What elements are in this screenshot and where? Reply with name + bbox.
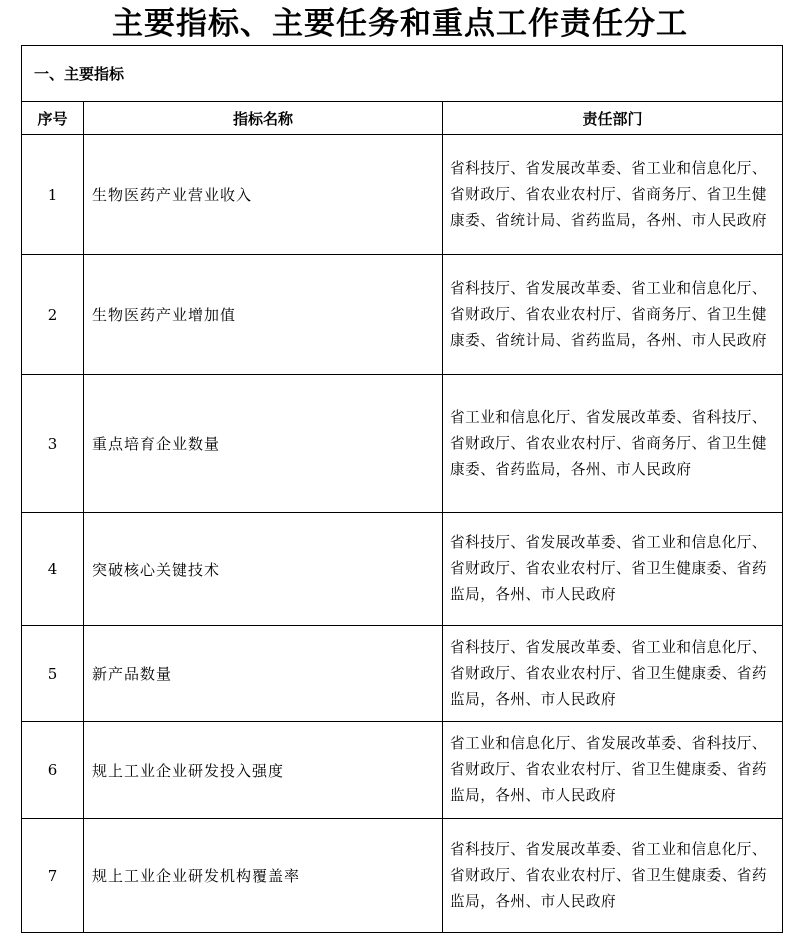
table-row (22, 255, 783, 375)
responsible-departments: 省科技厅、省发展改革委、省工业和信息化厅、省财政厅、省农业农村厅、省卫生健康委、省药监局，各州、市人民政府 (443, 819, 783, 933)
table-row (22, 375, 783, 513)
header-dept: 责任部门 (443, 102, 783, 135)
indicator-name: 生物医药产业营业收入 (84, 135, 443, 255)
responsible-departments: 省工业和信息化厅、省发展改革委、省科技厅、省财政厅、省农业农村厅、省商务厅、省卫生健康委、省药监局，各州、市人民政府 (443, 375, 783, 513)
responsible-departments: 省科技厅、省发展改革委、省工业和信息化厅、省财政厅、省农业农村厅、省卫生健康委、省药监局，各州、市人民政府 (443, 626, 783, 722)
row-number: 7 (22, 819, 84, 933)
indicator-name: 生物医药产业增加值 (84, 255, 443, 375)
table-row (22, 819, 783, 933)
responsibility-table (21, 45, 783, 933)
header-row (22, 102, 783, 135)
section-row (22, 46, 783, 102)
indicator-name: 规上工业企业研发投入强度 (84, 722, 443, 819)
responsible-departments: 省工业和信息化厅、省发展改革委、省科技厅、省财政厅、省农业农村厅、省卫生健康委、省药监局，各州、市人民政府 (443, 722, 783, 819)
responsible-departments: 省科技厅、省发展改革委、省工业和信息化厅、省财政厅、省农业农村厅、省卫生健康委、省药监局，各州、市人民政府 (443, 513, 783, 626)
indicator-name: 突破核心关键技术 (84, 513, 443, 626)
row-number: 1 (22, 135, 84, 255)
row-number: 6 (22, 722, 84, 819)
page-title: 主要指标、主要任务和重点工作责任分工 (112, 6, 688, 42)
table-row (22, 135, 783, 255)
indicator-name: 重点培育企业数量 (84, 375, 443, 513)
indicator-name: 规上工业企业研发机构覆盖率 (84, 819, 443, 933)
table-row (22, 626, 783, 722)
row-number: 4 (22, 513, 84, 626)
responsible-departments: 省科技厅、省发展改革委、省工业和信息化厅、省财政厅、省农业农村厅、省商务厅、省卫生健康委、省统计局、省药监局，各州、市人民政府 (443, 135, 783, 255)
row-number: 3 (22, 375, 84, 513)
table-row (22, 722, 783, 819)
table-row (22, 513, 783, 626)
row-number: 2 (22, 255, 84, 375)
header-name: 指标名称 (84, 102, 443, 135)
responsible-departments: 省科技厅、省发展改革委、省工业和信息化厅、省财政厅、省农业农村厅、省商务厅、省卫生健康委、省统计局、省药监局，各州、市人民政府 (443, 255, 783, 375)
indicator-name: 新产品数量 (84, 626, 443, 722)
row-number: 5 (22, 626, 84, 722)
header-num: 序号 (22, 102, 84, 135)
section-title: 一、主要指标 (22, 46, 783, 102)
